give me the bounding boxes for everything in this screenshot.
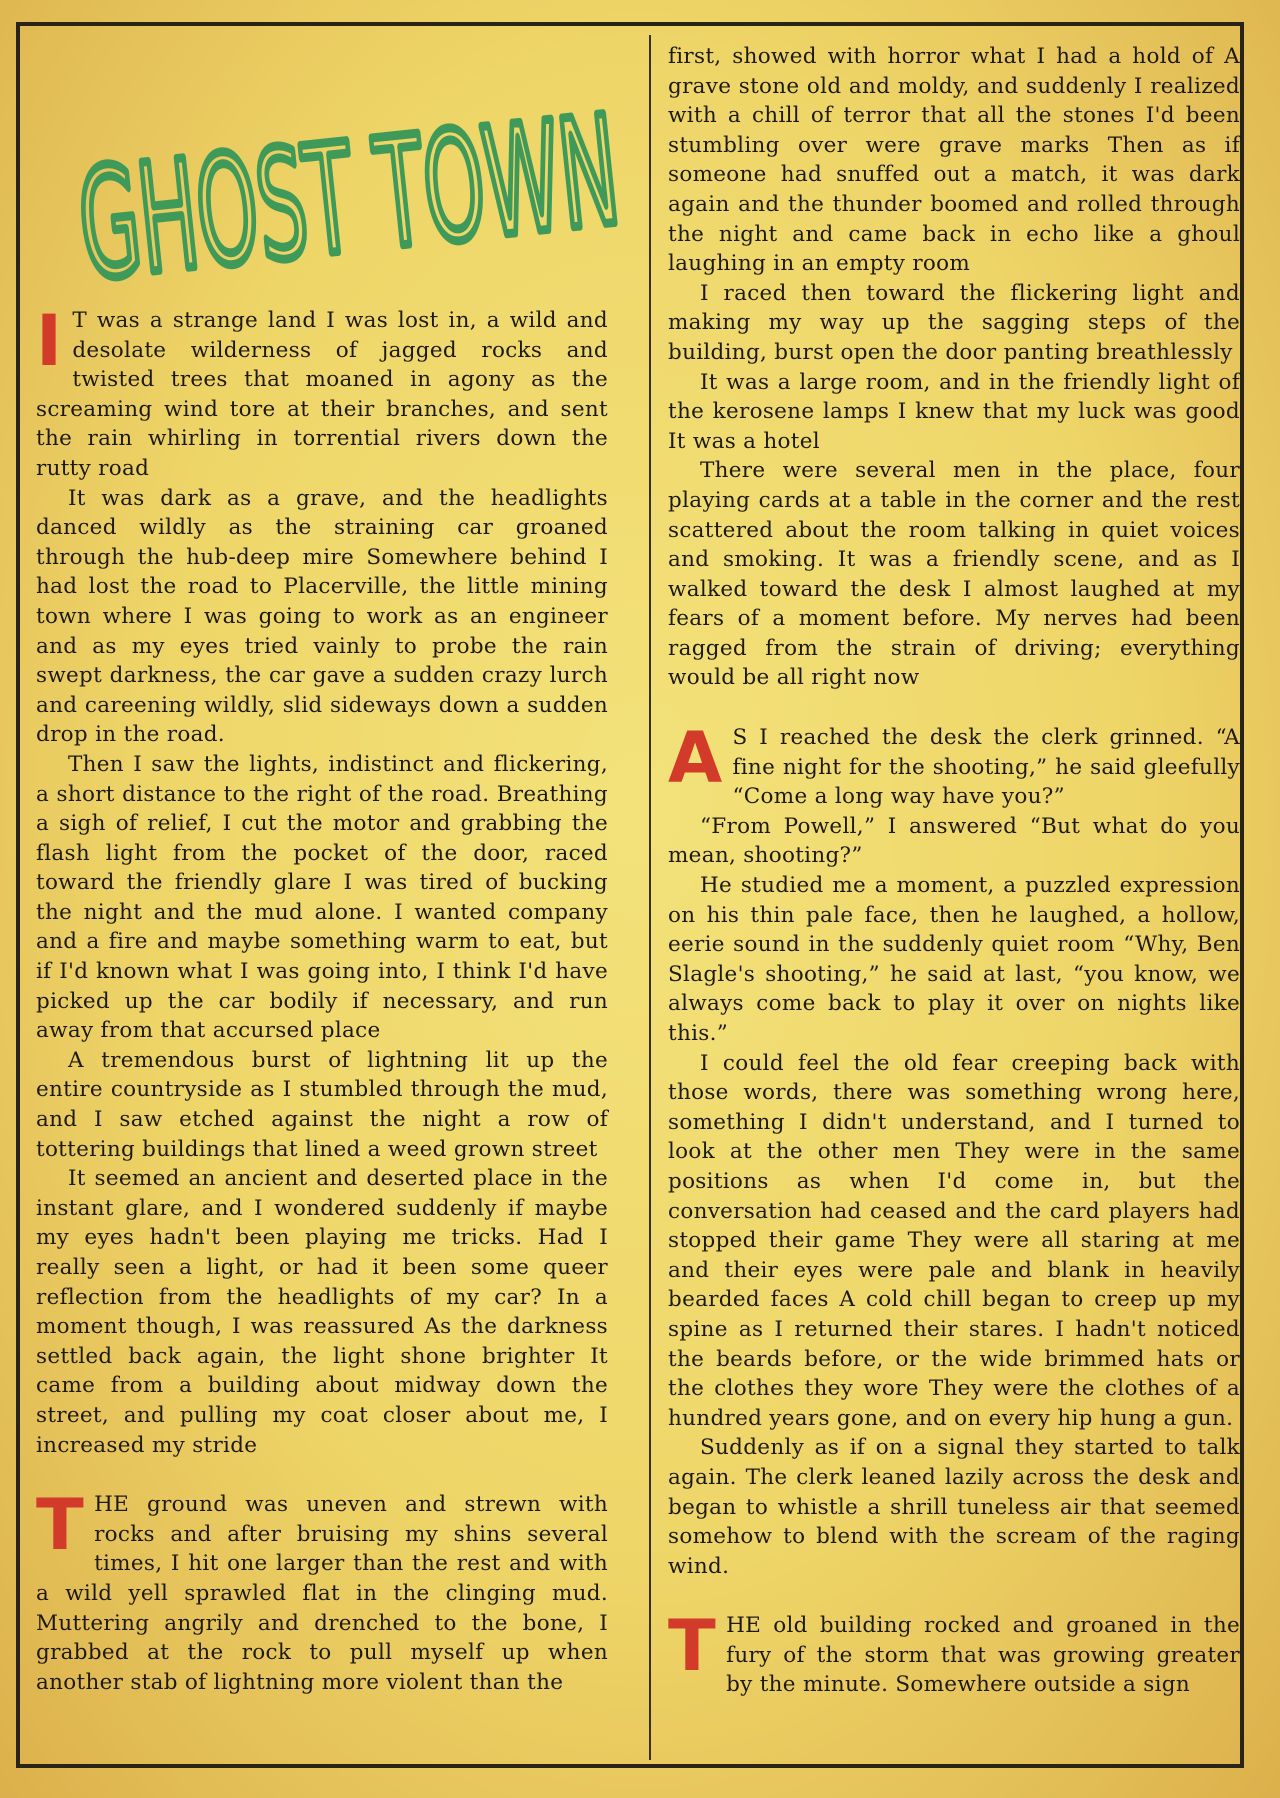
right-column — [668, 42, 1240, 1700]
drop-cap: T — [668, 1605, 717, 1688]
paragraph: I could feel the old fear creeping back with those words, there was something wrong here, something I didn't understand, and I turned to look at the other men They were in the same positions as when I'd come in, but the conversation had ceased and the card players had stopped their game They were all staring at me and their eyes were pale and blank in heavily bearded faces A cold chill began to creep up my spine as I returned their stares. I hadn't noticed the beards before, or the wide brimmed hats or the clothes they wore They were the clothes of a hundred years gone, and on every hip hung a gun. — [668, 1050, 1240, 1431]
paragraph: Then I saw the lights, indistinct and flickering, a short distance to the right of the road. Breathing a sigh of relief, I cut the motor and grabbing the flash light from the pocket of the door, raced toward the friendly glare I was tired of bucking the night and the mud alone. I wanted company and a fire and maybe something warm to eat, but if I'd known what I was going into, I think I'd have picked up the car bodily if necessary, and run away from that accursed place — [36, 751, 608, 1044]
left-column — [36, 300, 608, 1697]
paragraph: Suddenly as if on a signal they started to talk again. The clerk leaned lazily across the desk and began to whistle a shrill tuneless air that seemed somehow to blend with the scream of the raging wind. — [668, 1435, 1240, 1579]
paragraph: It was dark as a grave, and the headlights danced wildly as the straining car groaned through the hub-deep mire Somewhere behind I had lost the road to Placerville, the little mining town where I was going to work as an engineer and as my eyes tried vainly to probe the rain swept darkness, the car gave a sudden crazy lurch and careening wildly, slid sideways down a sudden drop in the road. — [36, 485, 608, 748]
drop-cap: I — [36, 300, 63, 382]
paragraph: There were several men in the place, four playing cards at a table in the corner and the rest scattered about the room talking in quiet voices and smoking. It was a friendly scene, and as I walked toward the desk I almost laughed at my fears of a moment before. My nerves had been ragged from the strain of driving; everything would be all right now — [668, 458, 1240, 691]
drop-cap: T — [36, 1484, 85, 1567]
paragraph: He studied me a moment, a puzzled expression on his thin pale face, then he laughed, a hollow, eerie sound in the suddenly quiet room “Why, Ben Slagle's shooting,” he said at last, “you know, we always come back to play it over on nights like this.” — [668, 873, 1240, 1046]
paragraph: “From Powell,” I answered “But what do you mean, shooting?” — [668, 813, 1240, 869]
paragraph: I T was a strange land I was lost in, a wild and desolate wilderness of jagged rocks and twisted trees that moaned in agony as the screaming wind tore at their branches, and sent the rain whirling in torrential rivers down the rutty road — [36, 300, 608, 481]
drop-cap: A — [668, 717, 723, 800]
column-divider — [649, 35, 651, 1760]
paragraph: THE ground was uneven and strewn with rocks and after bruising my shins several times, I hit one larger than the rest and with a wild yell sprawled flat in the clinging mud. Muttering angrily and drenched to the bone, I grabbed at the rock to pull myself up when another stab of lightning more violent than the — [36, 1484, 608, 1695]
paragraph: A tremendous burst of lightning lit up the entire countryside as I stumbled through the mud, and I saw etched against the night a row of tottering buildings that lined a weed grown street — [36, 1047, 608, 1162]
paragraph: I raced then toward the flickering light and making my way up the sagging steps of the building, burst open the door panting breathlessly — [668, 280, 1240, 365]
paragraph: It seemed an ancient and deserted place in the instant glare, and I wondered suddenly if maybe my eyes hadn't been playing me tricks. Had I really seen a light, or had it been some queer reflection from the headlights of my car? In a moment though, I was reassured As the darkness settled back again, the light shone brighter It came from a building about midway down the street, and pulling my coat closer about me, I increased my stride — [36, 1166, 608, 1458]
paragraph: first, showed with horror what I had a hold of A grave stone old and moldy, and suddenly I realized with a chill of terror that all the stones I'd been stumbling over were grave marks Then as if someone had snuffed out a match, it was dark again and the thunder boomed and rolled through the night and came back in echo like a ghoul laughing in an empty room — [668, 44, 1240, 277]
paragraph: It was a large room, and in the friendly light of the kerosene lamps I knew that my luck was good It was a hotel — [668, 369, 1240, 454]
paragraph: THE old building rocked and groaned in the fury of the storm that was growing greater by the minute. Somewhere outside a sign — [668, 1605, 1240, 1698]
story-title — [60, 60, 640, 300]
title-text: GHOST — [71, 84, 621, 300]
ghost-town-title-art — [60, 60, 640, 300]
paragraph: A S I reached the desk the clerk grinned. “A fine night for the shooting,” he said gleefully “Come a long way have you?” — [668, 717, 1240, 810]
